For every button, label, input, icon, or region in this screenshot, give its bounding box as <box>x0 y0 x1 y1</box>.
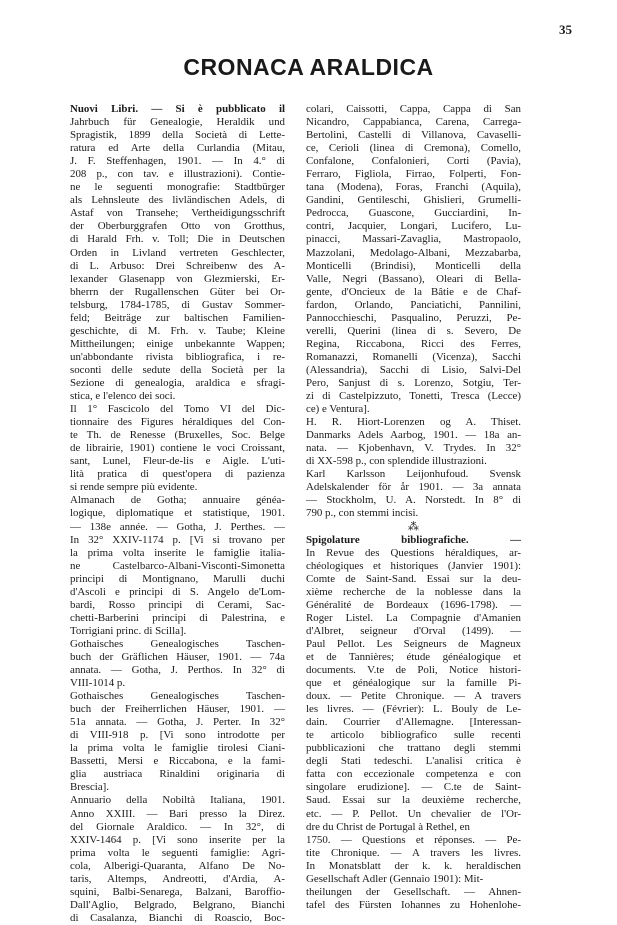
text-line: Pero, Sanjust di s. Lorenzo, Sotgiu, Ter- <box>306 376 521 389</box>
text-line: (Alessandria), Sacchi di Lisio, Salvi-Del <box>306 363 521 376</box>
text-line: chéologiques et historiques (Janvier 1901): <box>306 559 521 572</box>
text-line: la prima volta inserite le famiglie italia- <box>70 546 285 559</box>
text-line: tafel des Fürsten Iohannes zu Hohenlohe- <box>306 898 521 911</box>
text-line: bherrn der Rugallenschen Güter bei Or- <box>70 285 285 298</box>
text-line: lexander Glasenapp von Glezmierski, Er- <box>70 272 285 285</box>
text-line: degli Stati tedeschi. L'analisi critica è <box>306 755 521 768</box>
right-column <box>306 103 521 912</box>
text-line: et de Tannières; étude généalogique et <box>306 650 521 663</box>
text-line: di Casalanza, Bianchi di Roascio, Boc- <box>70 911 285 924</box>
text-line: Adelskalender för år 1901. — 3a annata <box>306 481 521 494</box>
text-line: — 138e année. — Gotha, J. Perthes. — <box>70 520 285 533</box>
text-line: Mittheilungen; einige unbekannte Wappen; <box>70 337 285 350</box>
text-line: fardon, Orlando, Panciatichi, Pannilini, <box>306 298 521 311</box>
text-line: un'abbondante rivista bibliografica, i re- <box>70 350 285 363</box>
text-line: dain. Courrier d'Allemagne. [Interessan- <box>306 716 521 729</box>
text-line: principi di Montignano, Marulli duchi <box>70 572 285 585</box>
text-line: d'Albret, seigneur d'Orval (1499). — <box>306 624 521 637</box>
text-line: Danmarks Adels Aarbog, 1901. — 18a an- <box>306 429 521 442</box>
text-line: Dall'Aglio, Belgrado, Belgrano, Bianchi <box>70 898 285 911</box>
text-line: gente, d'Oncieux de la Bâtie e de Chaf- <box>306 285 521 298</box>
text-line: In Monatsblatt der k. k. heraldischen <box>306 859 521 872</box>
text-line: Gandini, Gentileschi, Ghislieri, Grumelli- <box>306 194 521 207</box>
text-line: te Th. de Renesse (Bruxelles, Soc. Belge <box>70 429 285 442</box>
text-line: xième recherche de la noblesse dans la <box>306 585 521 598</box>
text-line: ne Castelbarco-Albani-Visconti-Simonetta <box>70 559 285 572</box>
text-line: chetti-Barberini principi di Palestrina, e <box>70 611 285 624</box>
text-line: Torrigiani princ. di Scilla]. <box>70 624 187 637</box>
text-line: fatta con eccezionale competenza e con <box>306 768 521 781</box>
text-line: feld; Beiträge zur baltischen Familien- <box>70 311 285 324</box>
text-line: Regina, Riccabona, Ricci des Ferres, <box>306 337 521 350</box>
text-line: singolare erudizione]. — C.te de Saint- <box>306 781 521 794</box>
text-line: que et généalogique sur la famille Pi- <box>306 677 521 690</box>
text-line: doux. — Petite Chronique. — A travers <box>306 690 521 703</box>
text-line: lità pratica di quest'opera di pazienza <box>70 468 285 481</box>
text-line: la prima volta le famiglie tirolesi Ciani- <box>70 742 285 755</box>
text-line: Confalone, Confalonieri, Corti (Pavia), <box>306 155 521 168</box>
text-line: Valle, Negri (Bassano), Oleari di Bella- <box>306 272 521 285</box>
text-line: tite Chronique. — A travers les livres. <box>306 846 521 859</box>
text-line: Pedrocca, Guascone, Gucciardini, In- <box>306 207 521 220</box>
text-line: In 32° XXIV-1174 p. [Vi si trovano per <box>70 533 285 546</box>
text-line: di XX-598 p., con splendide illustrazioni. <box>306 455 487 468</box>
text-line: contri, Jacquier, Longari, Lucifero, Lu- <box>306 220 521 233</box>
text-line: tana (Modena), Foras, Franchi (Aquila), <box>306 181 521 194</box>
text-line: ⁂ <box>408 520 419 533</box>
text-line: Nuovi Libri. — Si è pubblicato il <box>70 103 285 115</box>
text-line: J. F. Steffenhagen, 1901. — In 4.° di <box>70 155 285 168</box>
text-line: 51a annata. — Gotha, J. Perter. In 32° <box>70 716 285 729</box>
text-line: Spigolature bibliografiche. — <box>306 533 521 546</box>
text-line: XXIV-1464 p. [Vi sono inserite per la <box>70 833 285 846</box>
text-line: Ferraro, Figliola, Firrao, Folperti, Fon- <box>306 168 521 181</box>
text-line: les livres. — (Février): L. Bouly de Le- <box>306 703 521 716</box>
text-line: — Stockholm, U. A. Norstedt. In 8° di <box>306 494 521 507</box>
text-line: etc. — P. Pellot. Un chevalier de l'Or- <box>306 807 521 820</box>
text-line: Bertolini, Castelli di Villanova, Cavaselli- <box>306 129 521 142</box>
text-line: tionnaire des Figures héraldiques del Con- <box>70 416 285 429</box>
text-line: di Harald Frh. v. Toll; Die in Deutschen <box>70 233 285 246</box>
text-line: Roger Listel. La Compagnie d'Amanien <box>306 611 521 624</box>
text-line: Saud. Essai sur la deuxième recherche, <box>306 794 521 807</box>
text-line: Mazzolani, Medolago-Albani, Mezzabarba, <box>306 246 521 259</box>
text-line: verelli, Querini (linea di s. Severo, De <box>306 324 521 337</box>
text-line: In Revue des Questions héraldiques, ar- <box>306 546 521 559</box>
text-line: squini, Balbi-Senarega, Balzani, Baroffio- <box>70 885 285 898</box>
text-line: Gesellschaft Adler (Gennaio 1901): Mit- <box>306 872 484 885</box>
text-line: Monticelli (Brindisi), Monticelli della <box>306 259 521 272</box>
text-line: Romanazzi, Romanelli (Vicenza), Sacchi <box>306 350 521 363</box>
text-line: Gothaisches Genealogisches Taschen- <box>70 637 285 650</box>
text-line: di VIII-918 p. [Vi sono introdotte per <box>70 729 285 742</box>
text-line: Almanach de Gotha; annuaire généa- <box>70 494 285 507</box>
text-line: taris, Altemps, Andreotti, d'Ardia, A- <box>70 872 285 885</box>
text-line: Généralité de Bordeaux (1696-1798). — <box>306 598 521 611</box>
text-line: annata. — Gotha, J. Perthos. In 32° di <box>70 664 285 677</box>
text-line: VIII-1014 p. <box>70 677 126 690</box>
text-line: buch der Freiherrlichen Häuser, 1901. — <box>70 703 285 716</box>
text-line: colari, Caissotti, Cappa, Cappa di San <box>306 103 521 115</box>
text-line: zi di Castelpizzuto, Tonetti, Tresca (Lecce) <box>306 390 521 403</box>
text-line: Sezione di genealogia, araldica e sfragi- <box>70 376 285 389</box>
text-line: nata. — Kjobenhavn, V. Trydes. In 32° <box>306 442 521 455</box>
text-line: der Oberburggrafen Otto von Grotthus, <box>70 220 285 233</box>
text-line: documents. V.te de Poli, Notice histori- <box>306 664 521 677</box>
text-line: Bassetti, Mersi e Riccabona, e la fami- <box>70 755 285 768</box>
text-line: Spragistik, 1899 della Società di Lette- <box>70 129 285 142</box>
text-line: theilungen der Gesellschaft. — Ahnen- <box>306 885 521 898</box>
text-line: Annuario della Nobiltà Italiana, 1901. <box>70 794 285 807</box>
text-line: buch der Gräflichen Häuser, 1901. — 74a <box>70 650 285 663</box>
text-line: sant, Lunel, Fleur-de-lis e Aigle. L'uti- <box>70 455 285 468</box>
text-line: 1750. — Questions et réponses. — Pe- <box>306 833 521 846</box>
text-line: telsburg, 1784-1785, di Gustav Sommer- <box>70 298 285 311</box>
text-line: te articolo bibliografico sulle recenti <box>306 729 521 742</box>
text-line: stica, e l'elenco dei soci. <box>70 390 176 403</box>
text-line: logique, diplomatique et statistique, 1901. <box>70 507 285 520</box>
text-line: Orden in Livland vertreten Geschlecter, <box>70 246 285 259</box>
text-line: Brescia]. <box>70 781 110 794</box>
text-line: glia austriaca Rinaldini originaria di <box>70 768 285 781</box>
text-line: de librairie, 1901) contiene le voci Croissant, <box>70 442 285 455</box>
text-line: Paul Pellot. Les Seigneurs de Magneux <box>306 637 521 650</box>
text-line: soconti delle sedute della Società per la <box>70 363 285 376</box>
text-line: cola, Alberigi-Quaranta, Alfano De No- <box>70 859 285 872</box>
left-column <box>70 103 285 925</box>
text-line: Jahrbuch für Genealogie, Heraldik und <box>70 116 285 129</box>
page-title: CRONACA ARALDICA <box>183 54 434 80</box>
text-line: del Giornale Araldico. — In 32°, di <box>70 820 285 833</box>
text-line: si rende sempre più evidente. <box>70 481 198 494</box>
text-line: H. R. Hiort-Lorenzen og A. Thiset. <box>306 416 521 429</box>
text-line: 790 p., con stemmi incisi. <box>306 507 419 520</box>
text-line: Astaf von Transehe; Vertheidigungsschrift <box>70 207 285 220</box>
text-line: geschichte, di M. Frh. v. Taube; Kleine <box>70 324 285 337</box>
text-line: pinacci, Massari-Zavaglia, Mastropaolo, <box>306 233 521 246</box>
page-number: 35 <box>559 22 572 37</box>
text-line: ne le seguenti monografie: Stadtbürger <box>70 181 285 194</box>
text-line: ce) e Ventura]. <box>306 403 370 416</box>
text-line: dre du Christ de Portugal à Rethel, en <box>306 820 470 833</box>
text-line: prima volta le seguenti famiglie: Agri- <box>70 846 285 859</box>
text-line: ratura ed Arte della Curlandia (Mitau, <box>70 142 285 155</box>
text-line: di L. Arbuso: Drei Schreibenw des A- <box>70 259 285 272</box>
text-line: pubblicazioni che trattano degli stemmi <box>306 742 521 755</box>
text-line: Anno XXIII. — Bari presso la Direz. <box>70 807 285 820</box>
text-line: d'Ascoli e principi di S. Angelo de'Lom- <box>70 585 285 598</box>
text-line: bardi, Rosso principi di Cerami, Sac- <box>70 598 285 611</box>
text-line: Nicandro, Cappabianca, Carena, Carrega- <box>306 116 521 129</box>
text-line: als Lehnsleute des livländischen Adels, di <box>70 194 285 207</box>
text-line: Comte de Saint-Sand. Essai sur la deu- <box>306 572 521 585</box>
text-line: Karl Karlsson Leijonhufoud. Svensk <box>306 468 521 481</box>
text-line: 208 p., con tav. e illustrazioni). Contie- <box>70 168 285 181</box>
text-line: Gothaisches Genealogisches Taschen- <box>70 690 285 703</box>
text-line: Il 1° Fascicolo del Tomo VI del Dic- <box>70 403 285 416</box>
text-line: ce, Cerioli (linea di Cremona), Comello, <box>306 142 521 155</box>
text-line: Pannocchieschi, Pasqualino, Peruzzi, Pe- <box>306 311 521 324</box>
